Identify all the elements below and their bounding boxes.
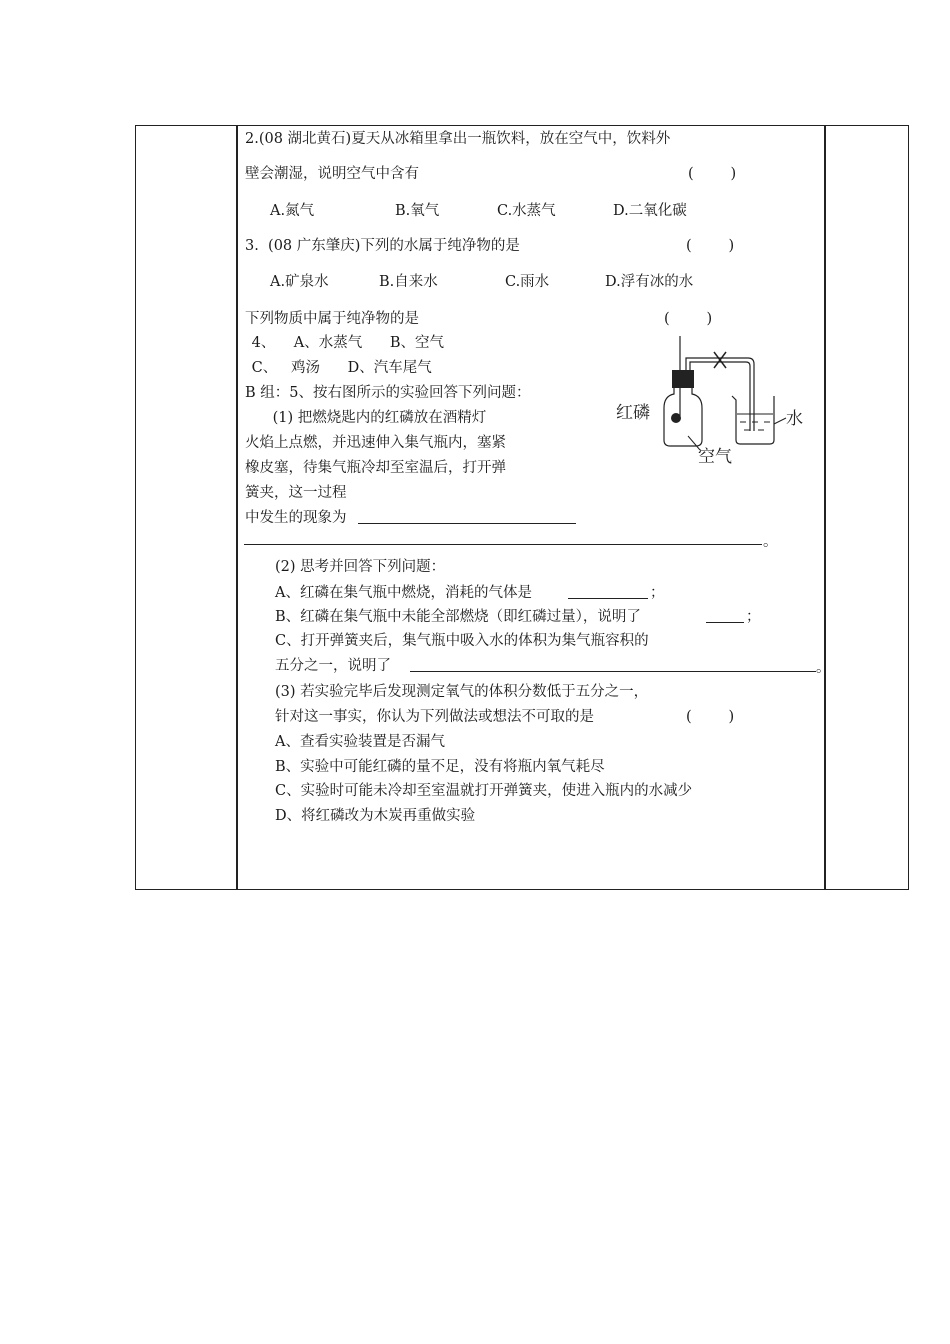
q5-p3-header: (3) 若实验完毕后发现测定氧气的体积分数低于五分之一， — [275, 684, 649, 700]
table-divider-right — [824, 125, 826, 890]
q4-stem: 下列物质中属于纯净物的是 — [245, 311, 419, 327]
q5-p2-c-end: 。 — [816, 660, 831, 676]
q5-p3-option-c: C、实验时可能未冷却至室温就打开弹簧夹，使进入瓶内的水减少 — [275, 783, 693, 799]
q5-p1-answer-blank2[interactable] — [244, 530, 762, 545]
q5-p2-b: B、红磷在集气瓶中未能全部燃烧（即红磷过量），说明了 — [275, 609, 641, 625]
q5-p2-a: A、红磷在集气瓶中燃烧，消耗的气体是 — [275, 585, 532, 601]
q5-p3-option-b: B、实验中可能红磷的量不足，没有将瓶内氧气耗尽 — [275, 759, 605, 775]
q5-p1-line4: 簧夹，这一过程 — [245, 485, 347, 501]
q5-p3-answer-paren: ( ) — [686, 709, 735, 725]
q2-option-b: B.氧气 — [395, 203, 440, 219]
q5-p2-b-blank[interactable] — [706, 608, 744, 623]
gas-bottle — [664, 388, 702, 446]
apparatus-figure — [612, 336, 810, 466]
q5-p2-c-line1: C、打开弹簧夹后，集气瓶中吸入水的体积为集气瓶容积的 — [275, 633, 649, 649]
q2-line1: 2.(08 湖北黄石)夏天从冰箱里拿出一瓶饮料，放在空气中，饮料外 — [245, 131, 671, 147]
beaker — [732, 396, 774, 444]
q3-option-c: C.雨水 — [505, 274, 550, 290]
water-hatching — [740, 422, 770, 430]
table-divider-left — [236, 125, 238, 890]
q5-p1-end-mark: 。 — [763, 534, 778, 550]
q2-line2: 壁会潮湿，说明空气中含有 — [245, 166, 419, 182]
q5-p3-option-d: D、将红磷改为木炭再重做实验 — [275, 808, 476, 824]
water-leader-line — [774, 418, 786, 424]
q5-p1-line1: (1) 把燃烧匙内的红磷放在酒精灯 — [245, 410, 487, 426]
q2-option-d: D.二氧化碳 — [613, 203, 687, 219]
q2-answer-paren: ( ) — [688, 166, 737, 182]
q2-option-c: C.水蒸气 — [497, 203, 556, 219]
q5-p2-c-line2: 五分之一，说明了 — [275, 658, 391, 674]
q5-p2-header: (2) 思考并回答下列问题： — [275, 559, 446, 575]
q5-p3-stem: 针对这一事实，你认为下列做法或想法不可取的是 — [275, 709, 594, 725]
q5-p1-line3: 橡皮塞，待集气瓶冷却至室温后，打开弹 — [245, 460, 506, 476]
q5-p2-c-blank[interactable] — [410, 657, 816, 672]
q5-p1-answer-blank1[interactable] — [358, 509, 576, 524]
label-air: 空气 — [698, 447, 732, 466]
label-water: 水 — [786, 409, 803, 429]
q3-option-b: B.自来水 — [379, 274, 438, 290]
q5-p2-a-end: ； — [650, 585, 665, 601]
q5-p1-line2: 火焰上点燃，并迅速伸入集气瓶内，塞紧 — [245, 435, 506, 451]
q5-header: B 组：5、按右图所示的实验回答下列问题： — [245, 385, 531, 401]
q4-options-row2: C、 鸡汤 D、汽车尾气 — [247, 360, 432, 376]
q4-options-row1: 4、 A、水蒸气 B、空气 — [247, 335, 445, 351]
label-red-phosphorus: 红磷 — [616, 403, 650, 423]
delivery-tube — [686, 358, 754, 431]
q3-option-a: A.矿泉水 — [270, 274, 329, 290]
q5-p2-b-end: ； — [746, 609, 761, 625]
q5-p2-a-blank[interactable] — [568, 584, 648, 599]
q3-option-d: D.浮有冰的水 — [605, 274, 694, 290]
stopper — [672, 370, 694, 388]
q5-p1-line5: 中发生的现象为 — [245, 510, 347, 526]
q5-p3-option-a: A、查看实验装置是否漏气 — [275, 734, 445, 750]
red-phosphorus — [671, 413, 681, 423]
q4-answer-paren: ( ) — [664, 311, 713, 327]
q2-option-a: A.氮气 — [270, 203, 315, 219]
delivery-tube-inner — [690, 362, 750, 431]
q3-answer-paren: ( ) — [686, 238, 735, 254]
q3-line1: 3. (08 广东肇庆)下列的水属于纯净物的是 — [245, 238, 520, 254]
